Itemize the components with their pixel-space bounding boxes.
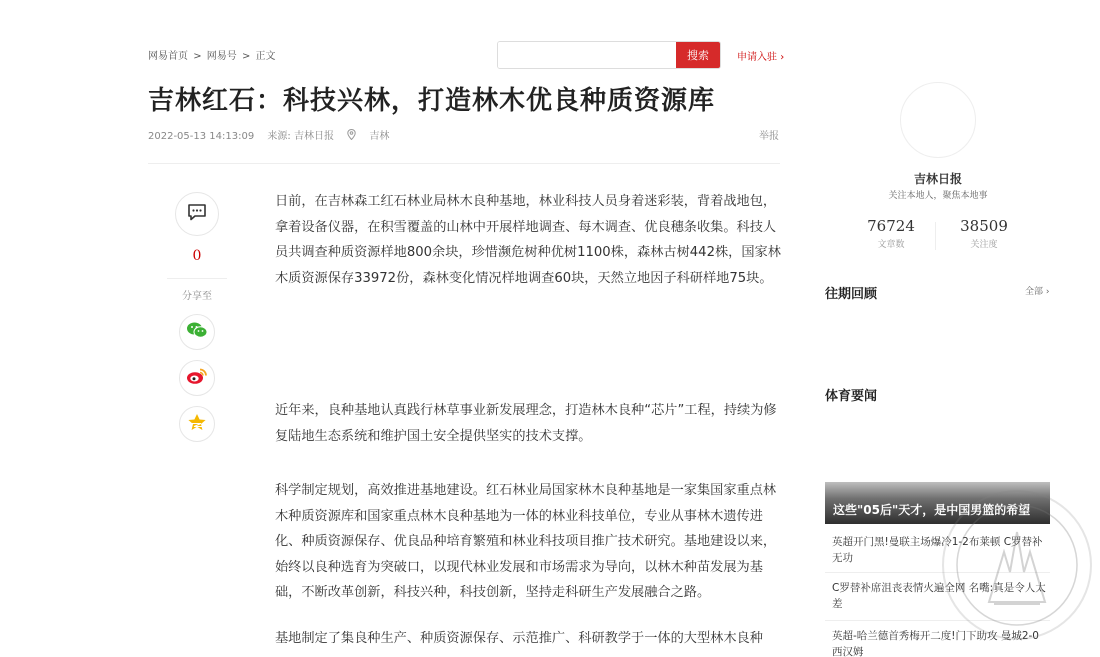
chevron-right-icon: › — [780, 52, 785, 63]
report-link[interactable]: 举报 — [759, 131, 779, 142]
followers-label: 关注度 — [970, 240, 998, 250]
breadcrumb — [148, 47, 278, 62]
tool-divider — [167, 278, 227, 279]
profile-name[interactable]: 吉林日报 — [913, 172, 962, 186]
comment-count[interactable]: 0 — [192, 248, 202, 264]
breadcrumb-separator: > — [241, 51, 251, 62]
article-paragraph: 近年来，良种基地认真践行林草事业新发展理念，打造林木良种“芯片”工程，持续为修复陆地生态系统和维护国土安全提供坚实的技术支撑。 — [275, 403, 777, 444]
articles-label: 文章数 — [877, 240, 905, 250]
breadcrumb-current: 正文 — [255, 51, 276, 62]
news-item[interactable]: C罗替补席沮丧表情火遍全网 名嘴:真是令人太差 — [832, 582, 1046, 610]
news-item[interactable]: 英超-哈兰德首秀梅开二度!门下助攻 曼城2-0西汉姆 — [832, 630, 1039, 657]
article-location: 吉林 — [369, 131, 390, 142]
side-tools — [172, 192, 222, 452]
followers-count: 38509 — [960, 217, 1008, 235]
apply-link-label: 申请入驻 — [737, 52, 777, 63]
article-paragraph: 基地制定了集良种生产、种质资源保存、示范推广、科研教学于一体的大型林木良种 — [275, 631, 763, 646]
breadcrumb-section[interactable]: 网易号 — [206, 51, 237, 62]
wechat-icon — [186, 321, 208, 343]
past-review-title: 往期回顾 — [825, 287, 878, 302]
article-source[interactable]: 来源: 吉林日报 — [267, 131, 334, 142]
profile-description: 关注本地人，聚焦本地事 — [888, 191, 988, 201]
articles-count: 76724 — [867, 217, 915, 235]
chevron-right-icon: › — [1045, 287, 1050, 297]
qzone-star-icon — [187, 413, 207, 435]
apply-link[interactable] — [737, 48, 784, 63]
article-paragraph: 科学制定规划，高效推进基地建设。红石林业局国家林木良种基地是一家集国家重点林木种质资源库和国家重点林木良种基地为一体的林业科技单位，专业从事林木遗传进化、种质资源保存、优良品种培育繁殖和林业科技项目推广技术研究。基地建设以来，始终以良种选育为突破口，以现代林业发展和市场需求为导向，以林木种苗发展为基础，不断改革创新，科技兴种，科技创新，坚持走科研生产发展融合之路。 — [275, 483, 777, 600]
share-wechat-button[interactable] — [179, 314, 215, 350]
share-qzone-button[interactable] — [179, 406, 215, 442]
article-meta — [148, 127, 399, 142]
view-all-link[interactable] — [1025, 284, 1050, 297]
search-box — [497, 41, 721, 69]
share-weibo-button[interactable] — [179, 360, 215, 396]
breadcrumb-separator: > — [193, 51, 202, 62]
header-divider — [148, 163, 780, 164]
search-input[interactable] — [498, 42, 676, 68]
article-date: 2022-05-13 14:13:09 — [148, 131, 255, 142]
sports-image-caption: 这些"05后"天才，是中国男篮的希望 — [833, 503, 1031, 517]
article-paragraph: 日前，在吉林森工红石林业局林木良种基地，林业科技人员身着迷彩装，背着战地包，拿着设备仪器，在积雪覆盖的山林中开展样地调查、每木调查、优良穗条收集。科技人员共调查种质资源样地800余块，珍惜濒危树种优树1100株，森林古树442株，国家林木质资源保存33972份，森林变化情况样地调查60块，天然立地因子科研样地75块。 — [275, 194, 781, 286]
sports-news-title: 体育要闻 — [825, 389, 878, 404]
view-all-label: 全部 — [1025, 287, 1044, 297]
weibo-icon — [186, 367, 208, 389]
search-button[interactable]: 搜索 — [676, 42, 720, 68]
breadcrumb-home[interactable]: 网易首页 — [148, 51, 188, 62]
profile-avatar[interactable] — [900, 82, 976, 158]
watermark-seal — [942, 490, 1092, 640]
stat-divider — [935, 222, 936, 250]
followers-stat — [944, 217, 1024, 250]
share-label: 分享至 — [182, 291, 212, 302]
location-pin-icon — [347, 131, 359, 142]
comment-button[interactable] — [175, 192, 219, 236]
articles-stat — [851, 217, 931, 250]
article-title: 吉林红石：科技兴林，打造林木优良种质资源库 — [148, 86, 716, 116]
news-item[interactable]: 英超开门黑!曼联主场爆冷1-2布莱顿 C罗替补无功 — [832, 536, 1043, 564]
comment-icon — [187, 203, 207, 225]
